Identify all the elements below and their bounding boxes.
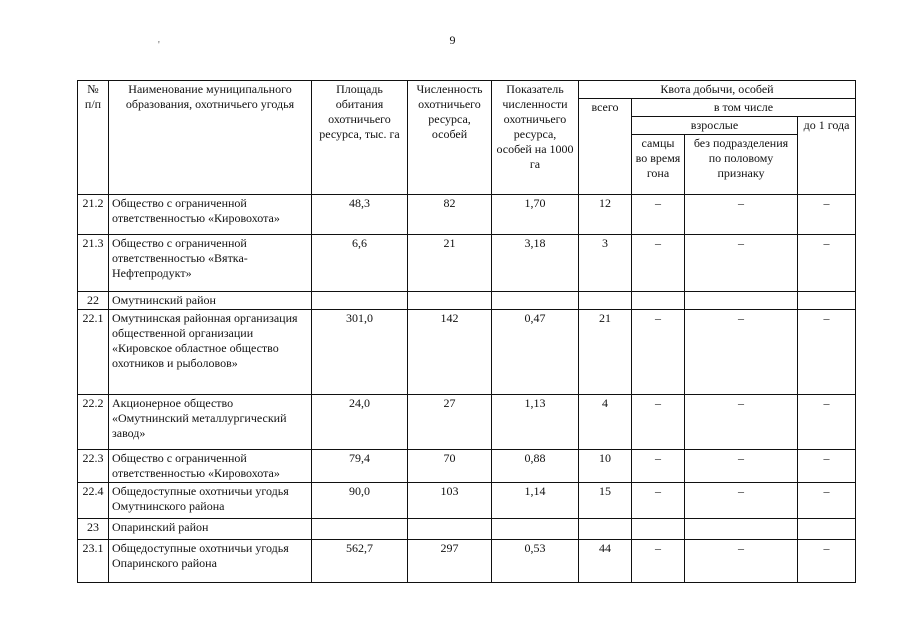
row-no-sex: – [685, 195, 798, 235]
row-males: – [632, 195, 685, 235]
header-including: в том числе [632, 99, 856, 117]
row-under1 [798, 519, 856, 540]
row-under1: – [798, 395, 856, 450]
row-no-sex [685, 519, 798, 540]
row-total: 10 [579, 450, 632, 483]
row-no-sex: – [685, 310, 798, 395]
header-num: № п/п [78, 81, 109, 195]
row-area: 6,6 [312, 235, 408, 292]
row-males: – [632, 450, 685, 483]
row-area [312, 519, 408, 540]
row-population: 103 [408, 483, 492, 519]
row-population: 70 [408, 450, 492, 483]
table-row [78, 292, 856, 310]
row-name: Общество с ограниченной ответственностью «Вятка-Нефтепродукт» [109, 235, 312, 292]
table-row [78, 310, 856, 395]
header-quota: Квота добычи, особей [579, 81, 856, 99]
row-no-sex: – [685, 483, 798, 519]
row-index: 0,47 [492, 310, 579, 395]
table-row [78, 540, 856, 583]
row-under1: – [798, 540, 856, 583]
row-population: 297 [408, 540, 492, 583]
row-no-sex: – [685, 450, 798, 483]
row-num: 21.2 [78, 195, 109, 235]
row-males: – [632, 540, 685, 583]
row-index: 0,88 [492, 450, 579, 483]
header-under1: до 1 года [798, 117, 856, 195]
row-no-sex: – [685, 235, 798, 292]
row-num: 22.3 [78, 450, 109, 483]
row-no-sex [685, 292, 798, 310]
row-num: 21.3 [78, 235, 109, 292]
row-name: Общедоступные охотничьи угодья Опаринского района [109, 540, 312, 583]
row-under1: – [798, 483, 856, 519]
row-total: 12 [579, 195, 632, 235]
header-population: Численность охотничьего ресурса, особей [408, 81, 492, 195]
row-index: 3,18 [492, 235, 579, 292]
row-total: 44 [579, 540, 632, 583]
row-total: 15 [579, 483, 632, 519]
row-num: 22.1 [78, 310, 109, 395]
header-males: самцы во время гона [632, 135, 685, 195]
row-under1: – [798, 450, 856, 483]
row-population: 21 [408, 235, 492, 292]
header-index: Показатель численности охотничьего ресурса, особей на 1000 га [492, 81, 579, 195]
row-total [579, 519, 632, 540]
page-number: 9 [449, 33, 456, 47]
scan-speck: ' [158, 40, 160, 51]
table-row [78, 395, 856, 450]
table-row [78, 519, 856, 540]
table-row [78, 195, 856, 235]
row-males [632, 519, 685, 540]
row-population [408, 519, 492, 540]
row-area: 48,3 [312, 195, 408, 235]
header-adults: взрослые [632, 117, 798, 135]
row-index: 1,70 [492, 195, 579, 235]
row-num: 23.1 [78, 540, 109, 583]
row-males: – [632, 483, 685, 519]
row-population [408, 292, 492, 310]
header-name: Наименование муниципального образования, охотничьего угодья [109, 81, 312, 195]
row-name: Омутнинский район [109, 292, 312, 310]
row-under1: – [798, 235, 856, 292]
row-num: 22 [78, 292, 109, 310]
header-no-sex: без подразделения по половому признаку [685, 135, 798, 195]
header-area: Площадь обитания охотничьего ресурса, тыс. га [312, 81, 408, 195]
row-males [632, 292, 685, 310]
row-name: Общество с ограниченной ответственностью «Кировохота» [109, 450, 312, 483]
row-total: 3 [579, 235, 632, 292]
row-area: 24,0 [312, 395, 408, 450]
row-under1: – [798, 195, 856, 235]
table-row [78, 483, 856, 519]
row-no-sex: – [685, 540, 798, 583]
row-population: 82 [408, 195, 492, 235]
row-under1: – [798, 310, 856, 395]
row-under1 [798, 292, 856, 310]
row-index: 1,14 [492, 483, 579, 519]
row-index [492, 292, 579, 310]
row-total: 21 [579, 310, 632, 395]
row-area: 562,7 [312, 540, 408, 583]
row-num: 22.2 [78, 395, 109, 450]
row-index: 0,53 [492, 540, 579, 583]
row-name: Омутнинская районная организация общественной организации «Кировское областное общество охотников и рыболовов» [109, 310, 312, 395]
row-name: Общедоступные охотничьи угодья Омутнинского района [109, 483, 312, 519]
row-population: 142 [408, 310, 492, 395]
row-area: 90,0 [312, 483, 408, 519]
row-name: Опаринский район [109, 519, 312, 540]
row-index: 1,13 [492, 395, 579, 450]
row-name: Акционерное общество «Омутнинский металлургический завод» [109, 395, 312, 450]
table-row [78, 450, 856, 483]
row-name: Общество с ограниченной ответственностью «Кировохота» [109, 195, 312, 235]
row-num: 23 [78, 519, 109, 540]
row-area: 301,0 [312, 310, 408, 395]
row-area [312, 292, 408, 310]
row-total: 4 [579, 395, 632, 450]
row-area: 79,4 [312, 450, 408, 483]
row-num: 22.4 [78, 483, 109, 519]
row-no-sex: – [685, 395, 798, 450]
row-total [579, 292, 632, 310]
row-population: 27 [408, 395, 492, 450]
row-index [492, 519, 579, 540]
quota-table [77, 80, 856, 583]
table-row [78, 235, 856, 292]
header-total: всего [579, 99, 632, 195]
row-males: – [632, 310, 685, 395]
row-males: – [632, 395, 685, 450]
row-males: – [632, 235, 685, 292]
